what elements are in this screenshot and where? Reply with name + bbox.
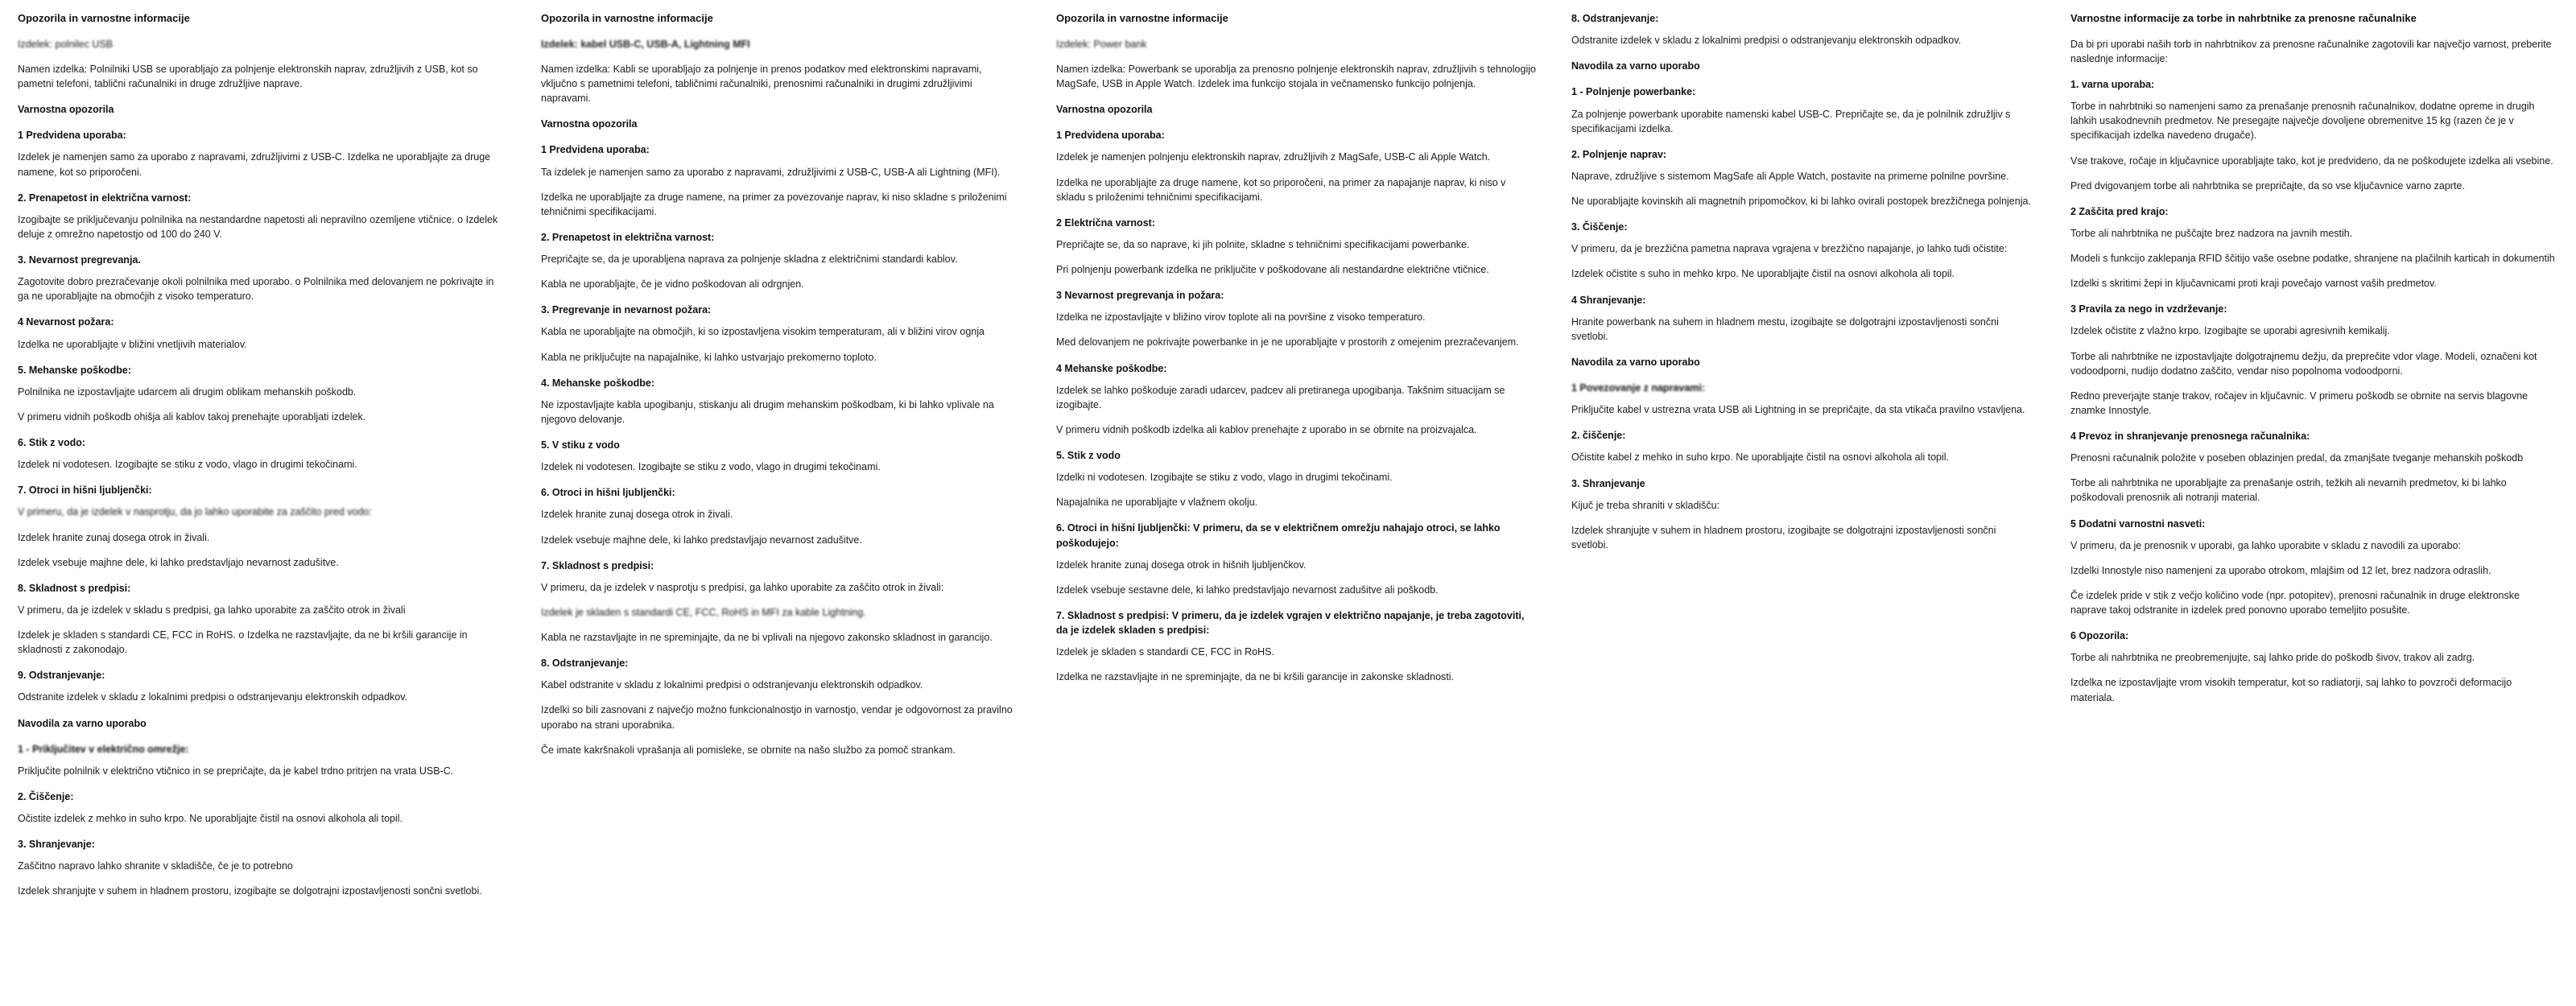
section-subheading: 5. Mehanske poškodbe: (18, 364, 132, 376)
body-paragraph: V primeru, da je prenosnik v uporabi, ga lahko uporabite v skladu z navodili za uporabo: (2070, 539, 2462, 551)
redacted-text: Izdelek: kabel USB-C, USB-A, Lightning MFI (541, 38, 750, 50)
body-paragraph (541, 605, 1021, 620)
body-paragraph: Izdelka ne uporabljajte v bližini vnetljivih materialov. (18, 338, 247, 350)
section-subheading: 9. Odstranjevanje: (18, 670, 105, 682)
section-subheading: 4 Prevoz in shranjevanje prenosnega računalnika: (2070, 431, 2310, 443)
redacted-text: V primeru, da je izdelek v nasprotju, da jo lahko uporabite za zaščito pred vodo: (18, 506, 372, 518)
section-subheading (1571, 381, 2035, 395)
section-subheading: 3. Shranjevanje (1571, 477, 1645, 489)
section-subheading: 6. Otroci in hišni ljubljenčki: (541, 487, 675, 499)
section-subheading: 2. čiščenje: (1571, 430, 1626, 442)
body-paragraph: Izdelek očistite s suho in mehko krpo. Ne uporabljajte čistil na osnovi alkohola ali topil. (1571, 268, 1955, 280)
body-paragraph: Zaščitno napravo lahko shranite v skladišče, če je to potrebno (18, 860, 293, 872)
body-paragraph: Torbe ali nahrbtnika ne preobremenjujte, saj lahko pride do poškodb šivov, trakov ali zadrg. (2070, 652, 2475, 664)
section-subheading: 8. Odstranjevanje: (541, 658, 629, 670)
body-paragraph: Torbe ali nahrbtnika ne uporabljajte za prenašanje ostrih, težkih ali nevarnih predmetov, ki bi lahko poškodovali prenosnik ali notranji material. (2070, 477, 2507, 504)
body-paragraph: Izdelek vsebuje majhne dele, ki lahko predstavljajo nevarnost zadušitve. (18, 556, 339, 568)
section-subheading: Varnostna opozorila (18, 104, 114, 116)
section-subheading: 2. Polnjenje naprav: (1571, 148, 1667, 160)
section-subheading: 2. Čiščenje: (18, 790, 74, 802)
body-paragraph: Redno preverjajte stanje trakov, ročajev in ključavnic. V primeru poškodb se obrnite na servis blagovne znamke Innostyle. (2070, 390, 2529, 416)
body-paragraph: Izdelki so bili zasnovani z največjo možno funkcionalnostjo in varnostjo, vendar je odgovornost za pravilno uporabo na strani uporabnika. (541, 704, 1013, 731)
body-paragraph: V primeru, da je izdelek v skladu s predpisi, ga lahko uporabite za zaščito otrok in živali (18, 604, 406, 616)
body-paragraph: Izdelek ni vodotesen. Izogibajte se stiku z vodo, vlago in drugimi tekočinami. (541, 461, 881, 473)
body-paragraph: Izdelka ne izpostavljajte vrom visokih temperatur, kot so radiatorji, saj lahko to povzroči deformacijo materiala. (2070, 677, 2512, 703)
body-paragraph: Izdelek hranite zunaj dosega otrok in živali. (541, 509, 733, 521)
column-powerbank (1038, 11, 1554, 695)
body-paragraph: Zagotovite dobro prezračevanje okoli polnilnika med uporabo. o Polnilnika med delovanjem ne pokrivajte in ga ne uporabljajte na območjih z visoko temperaturo. (18, 276, 494, 303)
body-paragraph: Naprave, združljive s sistemom MagSafe ali Apple Watch, postavite na primerne polnilne površine. (1571, 170, 2009, 182)
body-paragraph: Izdelek očistite z vlažno krpo. Izogibajte se uporabi agresivnih kemikalij. (2070, 325, 2390, 337)
body-paragraph: Odstranite izdelek v skladu z lokalnimi predpisi o odstranjevanju elektronskih odpadkov. (18, 691, 408, 703)
section-subheading: 1 - Polnjenje powerbanke: (1571, 86, 1696, 98)
section-subheading (18, 742, 506, 757)
body-paragraph: Napajalnika ne uporabljajte v vlažnem okolju. (1056, 497, 1258, 509)
body-paragraph: Izdelek je skladen s standardi CE, FCC in RoHS. (1056, 646, 1274, 658)
body-paragraph: Izdelek je namenjen polnjenju elektronskih naprav, združljivih z MagSafe, USB-C ali Apple Watch. (1056, 151, 1491, 163)
section-subheading: Varnostna opozorila (541, 118, 638, 130)
body-paragraph: Izdelek ni vodotesen. Izogibajte se stiku z vodo, vlago in drugimi tekočinami. (18, 459, 357, 471)
body-paragraph (18, 505, 506, 519)
body-paragraph: Za polnjenje powerbank uporabite namenski kabel USB-C. Prepričajte se, da je polnilnik združljiv s specifikacijami izdelka. (1571, 108, 2011, 134)
body-paragraph: Izdelek je skladen s standardi CE, FCC in RoHS. o Izdelka ne razstavljajte, da ne bi kršili garancije in skladnosti z zakonodajo. (18, 629, 468, 656)
column-usb-charger (0, 11, 523, 909)
body-paragraph: Kabla ne priključujte na napajalnike, ki lahko ustvarjajo prekomerno toploto. (541, 351, 877, 363)
body-paragraph (541, 37, 1021, 52)
body-paragraph: Kabla ne uporabljajte, če je vidno poškodovan ali odrgnjen. (541, 278, 804, 291)
body-paragraph: Izdelka ne uporabljajte za druge namene, kot so priporočeni, na primer za napajanje naprav, ki niso v skladu s priloženimi tehničnimi specifikacijami. (1056, 176, 1506, 203)
redacted-text: Izdelek je skladen s standardi CE, FCC, RoHS in MFI za kable Lightning. (541, 606, 866, 618)
body-paragraph: Prenosni računalnik položite v poseben oblazinjen predal, da zmanjšate tveganje mehanskih poškodb (2070, 452, 2524, 464)
section-subheading: 8. Skladnost s predpisi: (18, 582, 131, 594)
body-paragraph: Polnilnika ne izpostavljajte udarcem ali drugim oblikam mehanskih poškodb. (18, 385, 357, 398)
section-subheading: 3 Pravila za nego in vzdrževanje: (2070, 303, 2227, 315)
section-title: Opozorila in varnostne informacije (1056, 12, 1228, 24)
section-subheading: 1 Predvidena uporaba: (1056, 130, 1165, 142)
body-paragraph: Izdelka ne uporabljajte za druge namene, na primer za povezovanje naprav, ki niso skladne s priloženimi tehničnimi specifikacijami. (541, 191, 1007, 217)
body-paragraph: Pri polnjenju powerbank izdelka ne priključite v poškodovane ali nestandardne električne vtičnice. (1056, 264, 1489, 276)
section-subheading: 7. Otroci in hišni ljubljenčki: (18, 484, 152, 497)
section-title: Opozorila in varnostne informacije (541, 12, 713, 24)
body-paragraph: Med delovanjem ne pokrivajte powerbanke in je ne uporabljajte v prostorih z omejenim prezračevanjem. (1056, 336, 1519, 348)
body-paragraph: Izdelki s skritimi žepi in ključavnicami proti kraji povečajo varnost vaših predmetov. (2070, 278, 2437, 290)
section-subheading: 5. Stik z vodo (1056, 450, 1121, 462)
body-paragraph: Izdelek vsebuje majhne dele, ki lahko predstavljajo nevarnost zadušitve. (541, 534, 862, 546)
section-subheading: Navodila za varno uporabo (1571, 356, 1700, 368)
column-body (2070, 37, 2558, 705)
column-body (541, 37, 1021, 757)
section-subheading: 3. Shranjevanje: (18, 839, 95, 851)
body-paragraph: Očistite kabel z mehko in suho krpo. Ne uporabljajte čistil na osnovi alkohola ali topil. (1571, 451, 1949, 464)
body-paragraph: Kabla ne uporabljajte na območjih, ki so izpostavljena visokim temperaturam, ali v bližini virov ognja (541, 326, 985, 338)
redacted-text: Izdelek: polnilec USB (18, 38, 114, 50)
body-paragraph: Vse trakove, ročaje in ključavnice uporabljajte tako, kot je predvideno, da ne poškodujete izdelka ali vsebine. (2070, 155, 2553, 167)
body-paragraph: Namen izdelka: Polnilniki USB se uporabljajo za polnjenje elektronskih naprav, združljivih z USB, kot so pametni telefoni, tablični računalniki in druge združljive naprave. (18, 63, 478, 90)
body-paragraph: V primeru vidnih poškodb ohišja ali kablov takoj prenehajte uporabljati izdelek. (18, 410, 366, 423)
body-paragraph (18, 37, 506, 52)
redacted-text: Izdelek: Power bank (1056, 38, 1147, 50)
body-paragraph: Očistite izdelek z mehko in suho krpo. Ne uporabljajte čistil na osnovi alkohola ali topil. (18, 813, 403, 825)
body-paragraph: Izdelka ne izpostavljajte v bližino virov toplote ali na površine z visoko temperaturo. (1056, 311, 1426, 324)
section-subheading: 2 Zaščita pred krajo: (2070, 205, 2169, 217)
body-paragraph: Hranite powerbank na suhem in hladnem mestu, izogibajte se dolgotrajni izpostavljenosti sončni svetlobi. (1571, 315, 1999, 342)
section-title: Opozorila in varnostne informacije (18, 12, 190, 24)
section-subheading: Varnostna opozorila (1056, 104, 1153, 116)
body-paragraph: Priključite kabel v ustrezna vrata USB ali Lightning in se prepričajte, da sta vtikača pravilno vstavljena. (1571, 404, 2025, 416)
body-paragraph: Izdelki ni vodotesen. Izogibajte se stiku z vodo, vlago in drugimi tekočinami. (1056, 472, 1393, 484)
section-subheading: 5. V stiku z vodo (541, 439, 620, 451)
body-paragraph: Odstranite izdelek v skladu z lokalnimi predpisi o odstranjevanju elektronskih odpadkov. (1571, 35, 1962, 47)
body-paragraph: Kabel odstranite v skladu z lokalnimi predpisi o odstranjevanju elektronskih odpadkov. (541, 679, 923, 691)
section-subheading: 3. Nevarnost pregrevanja. (18, 254, 141, 266)
column-body (1056, 37, 1536, 685)
section-subheading: 4 Mehanske poškodbe: (1056, 362, 1167, 374)
body-paragraph: Kabla ne razstavljajte in ne spreminjajte, da ne bi vplivali na njegovo zakonsko skladnost in garancijo. (541, 632, 993, 644)
section-subheading: 4. Mehanske poškodbe: (541, 377, 655, 389)
body-paragraph: Izdelek je namenjen samo za uporabo z napravami, združljivimi z USB-C. Izdelka ne uporabljajte za druge namene, kot so priporočeni. (18, 151, 491, 178)
body-paragraph: Prepričajte se, da so naprave, ki jih polnite, skladne s tehničnimi specifikacijami powerbanke. (1056, 238, 1470, 250)
section-subheading: 8. Odstranjevanje: (1571, 13, 1659, 24)
section-title: Varnostne informacije za torbe in nahrbtnike za prenosne računalnike (2070, 12, 2417, 24)
section-subheading: 6. Otroci in hišni ljubljenčki: V primeru, da se v električnem omrežju nahajajo otroci, se lahko poškodujejo: (1056, 522, 1501, 549)
column-backpack-safety (2053, 11, 2576, 715)
section-subheading: 1 Predvidena uporaba: (541, 144, 650, 156)
body-paragraph: Če imate kakršnakoli vprašanja ali pomisleke, se obrnite na našo službo za pomoč strankam. (541, 744, 956, 756)
section-subheading: 4 Shranjevanje: (1571, 294, 1646, 306)
column-body (1571, 11, 2035, 552)
body-paragraph: Izdelek se lahko poškoduje zaradi udarcev, padcev ali pretiranega upogibanja. Takšnim situacijam se izogibajte. (1056, 384, 1505, 410)
body-paragraph: Torbe in nahrbtniki so namenjeni samo za prenašanje prenosnih računalnikov, dodatne opreme in drugih lahkih usakodnevnih predmetov. Ne presegajte največje dovoljene obremenitve 15 kg (razen če je v specifikacijah izdelka navedeno drugače). (2070, 101, 2535, 142)
body-paragraph: Pred dvigovanjem torbe ali nahrbtnika se prepričajte, da so vse ključavnice varno zaprte. (2070, 179, 2465, 192)
column-body (18, 37, 506, 899)
body-paragraph: V primeru vidnih poškodb izdelka ali kablov prenehajte z uporabo in se obrnite na proizvajalca. (1056, 423, 1477, 435)
body-paragraph (1056, 37, 1536, 52)
section-subheading: 1. varna uporaba: (2070, 79, 2155, 91)
body-paragraph: Da bi pri uporabi naših torb in nahrbtnikov za prenosne računalnike zagotovili kar največjo varnost, preberite naslednje informacije: (2070, 38, 2552, 64)
body-paragraph: V primeru, da je izdelek v nasprotju s predpisi, ga lahko uporabite za zaščito otrok in živali: (541, 581, 944, 593)
section-subheading: 3. Čiščenje: (1571, 221, 1628, 233)
section-subheading: 2. Prenapetost in električna varnost: (541, 231, 715, 243)
body-paragraph: Izdelek shranjujte v suhem in hladnem prostoru, izogibajte se dolgotrajni izpostavljenosti sončni svetlobi. (1571, 524, 1996, 550)
body-paragraph: Izdelek hranite zunaj dosega otrok in živali. (18, 531, 210, 543)
body-paragraph: Priključite polnilnik v električno vtičnico in se prepričajte, da je kabel trdno pritrjen na vrata USB-C. (18, 765, 454, 777)
body-paragraph: Prepričajte se, da je uporabljena naprava za polnjenje skladna z električnimi standardi kablov. (541, 254, 958, 266)
section-subheading: 2 Električna varnost: (1056, 216, 1155, 229)
body-paragraph: Namen izdelka: Powerbank se uporablja za prenosno polnjenje elektronskih naprav, združljivih s tehnologijo MagSafe, USB in Apple Watch. Izdelek ima funkcijo stojala in večnamensko funkcijo polnjenja. (1056, 63, 1536, 90)
body-paragraph: Izdelek hranite zunaj dosega otrok in hišnih ljubljenčkov. (1056, 559, 1307, 571)
section-subheading: 6 Opozorila: (2070, 630, 2129, 642)
body-paragraph: Izdelek shranjujte v suhem in hladnem prostoru, izogibajte se dolgotrajni izpostavljenosti sončni svetlobi. (18, 885, 482, 897)
section-subheading: 7. Skladnost s predpisi: V primeru, da je izdelek vgrajen v električno napajanje, je treba zagotoviti, da je izdelek skladen s predpisi: (1056, 609, 1525, 637)
body-paragraph: Izogibajte se priključevanju polnilnika na nestandardne napetosti ali nepravilno ozemljene vtičnice. o Izdelek deluje z omrežno napetostjo od 100 do 240 V. (18, 213, 498, 240)
column-usage-instructions (1554, 11, 2053, 563)
body-paragraph: V primeru, da je brezžična pametna naprava vgrajena v brezžično napajanje, jo lahko tudi očistite: (1571, 243, 2008, 255)
section-subheading: Navodila za varno uporabo (1571, 60, 1700, 72)
body-paragraph: Izdelka ne razstavljajte in ne spreminjajte, da ne bi kršili garancije in zakonske skladnosti. (1056, 671, 1455, 683)
redacted-text: 1 Povezovanje z napravami: (1571, 382, 1706, 394)
body-paragraph: Torbe ali nahrbtnika ne puščajte brez nadzora na javnih mestih. (2070, 227, 2353, 239)
body-paragraph: Kijuč je treba shraniti v skladišču: (1571, 499, 1720, 511)
redacted-text: 1 - Priključitev v električno omrežje: (18, 743, 189, 755)
section-subheading: 2. Prenapetost in električna varnost: (18, 192, 192, 204)
body-paragraph: Izdelki Innostyle niso namenjeni za uporabo otrokom, mlajšim od 12 let, brez nadzora odraslih. (2070, 564, 2491, 576)
section-subheading: 3 Nevarnost pregrevanja in požara: (1056, 290, 1224, 302)
section-subheading: 5 Dodatni varnostni nasveti: (2070, 517, 2206, 530)
section-subheading: Navodila za varno uporabo (18, 717, 147, 729)
body-paragraph: Ne uporabljajte kovinskih ali magnetnih pripomočkov, ki bi lahko ovirali postopek brezžičnega polnjenja. (1571, 196, 2031, 207)
section-subheading: 3. Pregrevanje in nevarnost požara: (541, 304, 712, 316)
section-subheading: 7. Skladnost s predpisi: (541, 559, 654, 571)
body-paragraph: Torbe ali nahrbtnike ne izpostavljajte dolgotrajnemu dežju, da preprečite vdor vlage. Modeli, označeni kot vodoodporni, nudijo dodatno zaščito, vendar niso popolnoma vodoodporni. (2070, 350, 2537, 377)
body-paragraph: Ta izdelek je namenjen samo za uporabo z napravami, združljivimi z USB-C, USB-A ali Lightning (MFI). (541, 166, 1001, 178)
body-paragraph: Namen izdelka: Kabli se uporabljajo za polnjenje in prenos podatkov med elektronskimi napravami, vključno s pametnimi telefoni, tabličnimi računalniki, prenosnimi računalniki in drugimi združljivimi napravami. (541, 63, 982, 105)
section-subheading: 4 Nevarnost požara: (18, 316, 114, 328)
section-subheading: 1 Predvidena uporaba: (18, 130, 126, 142)
body-paragraph: Če izdelek pride v stik z večjo količino vode (npr. potopitev), prenosni računalnik in druge elektronske naprave takoj odstranite in izdelek pred ponovno uporabo temeljito posušite. (2070, 589, 2520, 616)
section-subheading: 6. Stik z vodo: (18, 437, 86, 449)
body-paragraph: Izdelek vsebuje sestavne dele, ki lahko predstavljajo nevarnost zadušitve ali poškodb. (1056, 583, 1439, 596)
body-paragraph: Ne izpostavljajte kabla upogibanju, stiskanju ali drugim mehanskim poškodbam, ki bi lahko vplivale na njegovo delovanje. (541, 398, 994, 425)
body-paragraph: Modeli s funkcijo zaklepanja RFID ščitijo vaše osebne podatke, shranjene na plačilnih karticah in dokumentih (2070, 253, 2555, 265)
column-lightning-cable (523, 11, 1038, 768)
